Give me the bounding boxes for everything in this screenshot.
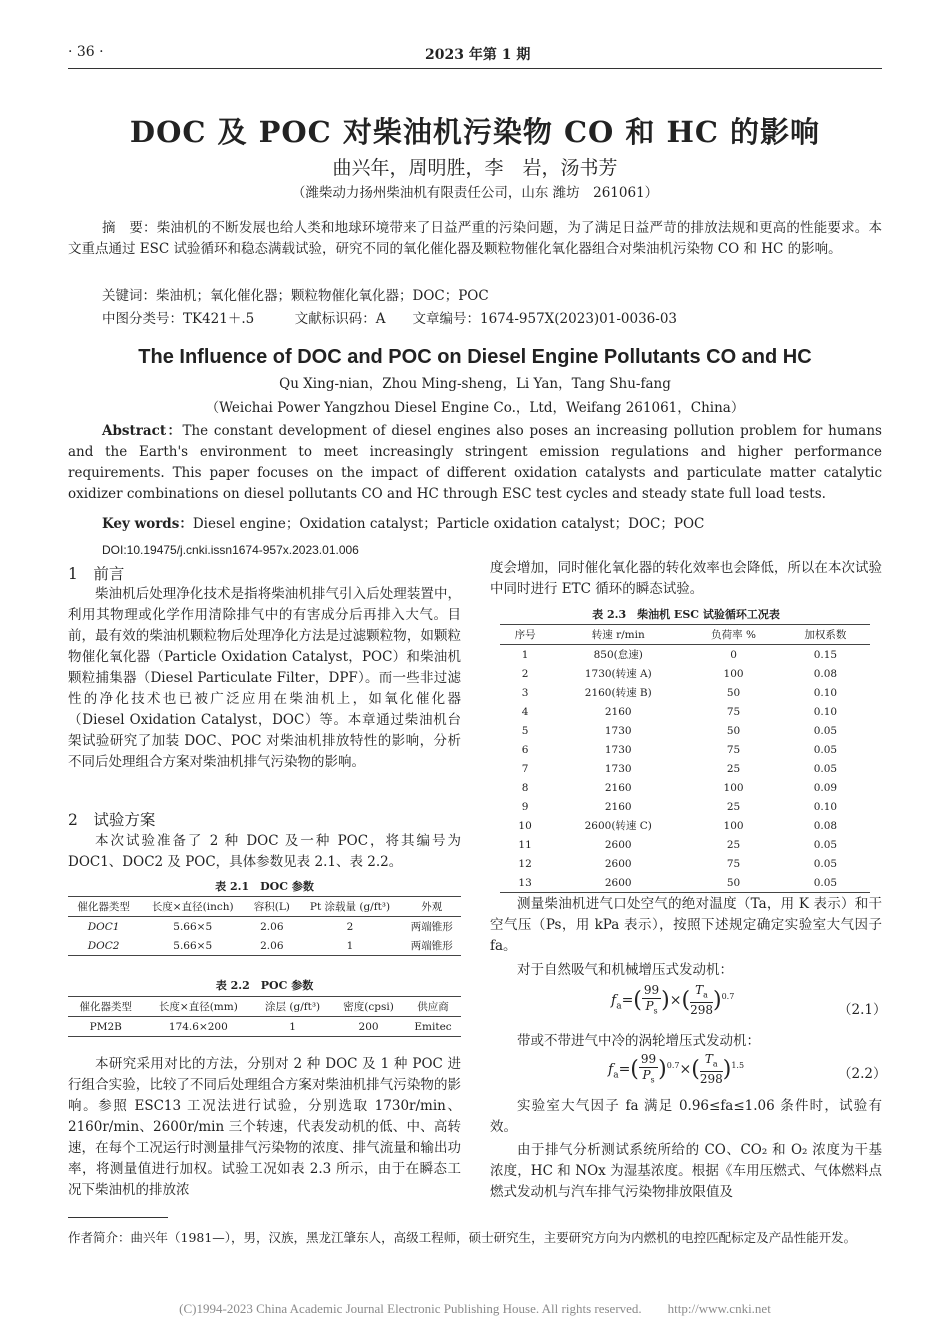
copyright-watermark: (C)1994-2023 China Academic Journal Electronic Publishing House. All rights reserved. http://www.cnki.net <box>179 1301 771 1316</box>
table-row <box>500 740 870 759</box>
section-2-body-2: 本研究采用对比的方法，分别对 2 种 DOC 及 1 种 POC 进行组合实验，比较了不同后处理组合方案对柴油机排气污染物的影响。参照 ESC13 工况法进行试验，分别选取 1730r/min、2160r/min、2600r/min 三个转速，代表发动机的低、中、高转速，在每个工况运行时测量排气污染物的浓度、排气流量和输出功率，将测量值进行加权。试验工况如表 2.3 所示，由于在瞬态工况下柴油机的排放浓 <box>68 1056 461 1198</box>
footnote-rule <box>68 1217 168 1218</box>
equation-2-2: $f_a=$( $\frac{99}{P_s}$ )$^{0.7}$×( $\frac{T_a}{298}$ )$^{1.5}$ <box>608 1052 745 1087</box>
classification: 中图分类号：TK421＋.5 文献标识码：A 文章编号：1674-957X(2023)01-0036-03 <box>102 311 678 327</box>
table-cell: 50 <box>686 873 780 893</box>
table-row <box>500 816 870 835</box>
table-cell: 50 <box>726 724 741 737</box>
table-cell: 0.05 <box>813 724 838 737</box>
table-cell: 9 <box>521 800 529 813</box>
table-cell: 2160 <box>604 705 632 718</box>
table-row: DOC1 5.66×5 2.06 2 两端锥形 <box>87 920 453 933</box>
table-cell: 25 <box>726 838 741 851</box>
table-cell: 5 <box>521 724 529 737</box>
table-cell: 12 <box>518 857 532 870</box>
t22-header: 长度×直径(mm) <box>144 997 254 1017</box>
table-cell: 0.08 <box>813 667 838 680</box>
table-row <box>500 854 870 873</box>
t22-header: 密度(cpsi) <box>332 997 405 1017</box>
table-cell: 2600 <box>604 857 632 870</box>
table-cell: 0.10 <box>813 705 838 718</box>
doi: DOI:10.19475/j.cnki.issn1674-957x.2023.01.006 <box>102 543 359 557</box>
right-column-continuation: 度会增加，同时催化氧化器的转化效率也会降低，所以在本次试验中同时进行 ETC 循环的瞬态试验。 <box>490 560 882 597</box>
table-cell: 100 <box>723 667 744 680</box>
table-2-3 <box>500 624 870 893</box>
section-1-title: 1 前言 <box>68 565 125 583</box>
table-cell: 1730 <box>604 724 632 737</box>
table-row: PM2B 174.6×200 1 200 Emitec <box>68 1017 461 1037</box>
table-cell: 4 <box>521 705 529 718</box>
table-cell: 850(怠速) <box>593 649 643 661</box>
table-cell: 2160 <box>604 781 632 794</box>
equation-2-2-number: （2.2） <box>838 1066 887 1082</box>
table-cell: 2160(转速 B) <box>584 687 652 699</box>
t22-header: 涂层 (g/ft³) <box>253 997 332 1017</box>
table-2-2-caption: 表 2.2 POC 参数 <box>215 979 314 992</box>
table-row <box>500 797 870 816</box>
abstract-en-label: Abstract： <box>102 423 183 439</box>
table-cell: 25 <box>726 800 741 813</box>
t21-header: 容积(L) <box>246 897 297 917</box>
t23-header: 序号 <box>500 625 550 645</box>
t21-header: Pt 涂载量 (g/ft³) <box>298 897 403 917</box>
table-cell: 0.10 <box>813 800 838 813</box>
equation-2-1-number: （2.1） <box>838 1002 887 1018</box>
authors-en: Qu Xing-nian，Zhou Ming-sheng，Li Yan，Tang Shu-fang <box>279 376 671 392</box>
table-cell: 75 <box>726 857 741 870</box>
t23-header: 加权系数 <box>781 625 870 645</box>
table-2-1-caption: 表 2.1 DOC 参数 <box>215 880 314 893</box>
table-cell: 100 <box>723 819 744 832</box>
table-cell: 3 <box>521 686 529 699</box>
table-row <box>500 835 870 854</box>
t21-header: 长度×直径(inch) <box>139 897 246 917</box>
section-1-body: 柴油机后处理净化技术是指将柴油机排气引入后处理装置中，利用其物理或化学作用清除排气中的有害成分后再排入大气。目前，最有效的柴油机颗粒物后处理净化方法是过滤颗粒物，如颗粒物催化氧化器（Particle Oxidation Catalyst，POC）和柴油机颗粒捕集器（Diesel Particulate Filter，DPF）。而一些非过滤性的净化技术也已被广泛应用在柴油机上，如氧化催化器（Diesel Oxidation Catalyst，DOC）等。本章通过柴油机台架试验研究了加装 DOC、POC 对柴油机排放特性的影响，分析不同后处理组合方案对柴油机排气污染物的影响。 <box>68 586 461 770</box>
t23-header: 负荷率 % <box>686 625 780 645</box>
table-cell: 2 <box>521 667 529 680</box>
table-cell: 75 <box>726 705 741 718</box>
t23-header: 转速 r/min <box>550 625 686 645</box>
right-para-3: 带或不带进气中冷的涡轮增压式发动机： <box>517 1033 760 1049</box>
t22-header: 催化器类型 <box>68 997 144 1017</box>
table-cell: 0.05 <box>813 762 838 775</box>
table-row <box>500 702 870 721</box>
table-cell: 0.05 <box>813 838 838 851</box>
section-2-body: 本次试验准备了 2 种 DOC 及一种 POC，将其编号为 DOC1、DOC2 及 POC，具体参数见表 2.1、表 2.2。 <box>68 833 461 870</box>
right-para-5: 由于排气分析测试系统所给的 CO、CO₂ 和 O₂ 浓度为干基浓度，HC 和 NOx 为湿基浓度。根据《车用压燃式、气体燃料点燃式发动机与汽车排气污染物排放限值及 <box>490 1142 882 1200</box>
affiliation-en: （Weichai Power Yangzhou Diesel Engine Co.，Ltd，Weifang 261061，China） <box>205 400 745 416</box>
table-cell: 7 <box>521 762 529 775</box>
t21-header: 外观 <box>403 897 461 917</box>
table-row <box>500 683 870 702</box>
table-2-1 <box>68 896 461 956</box>
table-cell: 2600 <box>604 838 632 851</box>
table-cell: 1730(转速 A) <box>584 668 652 680</box>
table-row: DOC2 5.66×5 2.06 1 两端锥形 <box>68 936 461 956</box>
table-cell: 2600(转速 C) <box>584 820 652 832</box>
table-cell: 0.10 <box>813 686 838 699</box>
table-cell: 75 <box>726 743 741 756</box>
affiliation-cn: （潍柴动力扬州柴油机有限责任公司，山东 潍坊 261061） <box>291 185 659 201</box>
table-row <box>500 759 870 778</box>
table-cell: 8 <box>521 781 529 794</box>
footnote: 作者简介：曲兴年（1981—），男，汉族，黑龙江肇东人，高级工程师，硕士研究生，主要研究方向为内燃机的电控匹配标定及产品性能开发。 <box>68 1230 857 1245</box>
table-cell: 50 <box>726 686 741 699</box>
table-cell: 0.15 <box>813 648 838 661</box>
section-2-title: 2 试验方案 <box>68 811 156 829</box>
keywords-en-label: Key words： <box>102 516 193 532</box>
journal-issue: 2023 年第 1 期 <box>425 47 531 63</box>
table-2-3-caption: 表 2.3 柴油机 ESC 试验循环工况表 <box>592 608 780 621</box>
table-row <box>500 664 870 683</box>
table-cell: 1730 <box>604 743 632 756</box>
table-cell: 1 <box>521 648 529 661</box>
abstract-cn: 摘 要：柴油机的不断发展也给人类和地球环境带来了日益严重的污染问题，为了满足日益严苛的排放法规和更高的性能要求。本文重点通过 ESC 试验循环和稳态满载试验，研究不同的氧化催化器及颗粒物催化氧化器组合对柴油机污染物 CO 和 HC 的影响。 <box>68 220 882 257</box>
page-number: · 36 · <box>68 44 104 60</box>
table-row <box>500 721 870 740</box>
keywords-cn: 关键词：柴油机；氧化催化器；颗粒物催化氧化器；DOC；POC <box>102 288 489 304</box>
table-cell: 11 <box>518 838 532 851</box>
table-cell: 0.05 <box>813 857 838 870</box>
table-cell: 10 <box>518 819 532 832</box>
table-cell: 2160 <box>604 800 632 813</box>
right-para-1: 测量柴油机进气口处空气的绝对温度（Ta，用 K 表示）和干空气压（Ps，用 kPa 表示），按照下述规定确定实验室大气因子 fa。 <box>490 896 882 954</box>
table-cell: 0.05 <box>813 743 838 756</box>
table-row <box>500 645 870 665</box>
right-para-4: 实验室大气因子 fa 满足 0.96≤fa≤1.06 条件时，试验有效。 <box>490 1098 882 1135</box>
t21-header: 催化器类型 <box>68 897 139 917</box>
title-en: The Influence of DOC and POC on Diesel Engine Pollutants CO and HC <box>138 346 812 368</box>
table-cell: 1730 <box>604 762 632 775</box>
keywords-en-text: Diesel engine；Oxidation catalyst；Particle oxidation catalyst；DOC；POC <box>192 516 705 532</box>
header-rule <box>68 68 882 69</box>
keywords-en <box>102 514 704 535</box>
table-cell: 0.05 <box>781 873 870 893</box>
table-cell: 100 <box>723 781 744 794</box>
table-cell: 0.09 <box>813 781 838 794</box>
abstract-en <box>68 421 882 505</box>
abstract-en-text: The constant development of diesel engines also poses an increasing pollution problem for humans and the Earth's environment to meet increasingly stringent emission regulations and higher performance requirements. This paper focuses on the impact of different oxidation catalysts and particulate matter catalytic oxidizer combinations on diesel pollutants CO and HC through ESC test cycles and steady state full load tests. <box>68 423 882 502</box>
table-cell: 6 <box>521 743 529 756</box>
table-row <box>500 873 870 893</box>
table-cell: 13 <box>500 873 550 893</box>
right-para-2: 对于自然吸气和机械增压式发动机： <box>517 962 733 978</box>
table-cell: 0 <box>730 648 737 661</box>
table-cell: 25 <box>726 762 741 775</box>
title-cn: DOC 及 POC 对柴油机污染物 CO 和 HC 的影响 <box>129 115 821 149</box>
table-row <box>500 778 870 797</box>
t22-header: 供应商 <box>405 997 461 1017</box>
table-2-2 <box>68 996 461 1037</box>
equation-2-1: $f_a=$( $\frac{99}{P_s}$ )×( $\frac{T_a}{298}$ )$^{0.7}$ <box>611 983 735 1018</box>
table-cell: 2600 <box>550 873 686 893</box>
authors-cn: 曲兴年，周明胜，李 岩，汤书芳 <box>332 157 618 179</box>
table-cell: 0.08 <box>813 819 838 832</box>
